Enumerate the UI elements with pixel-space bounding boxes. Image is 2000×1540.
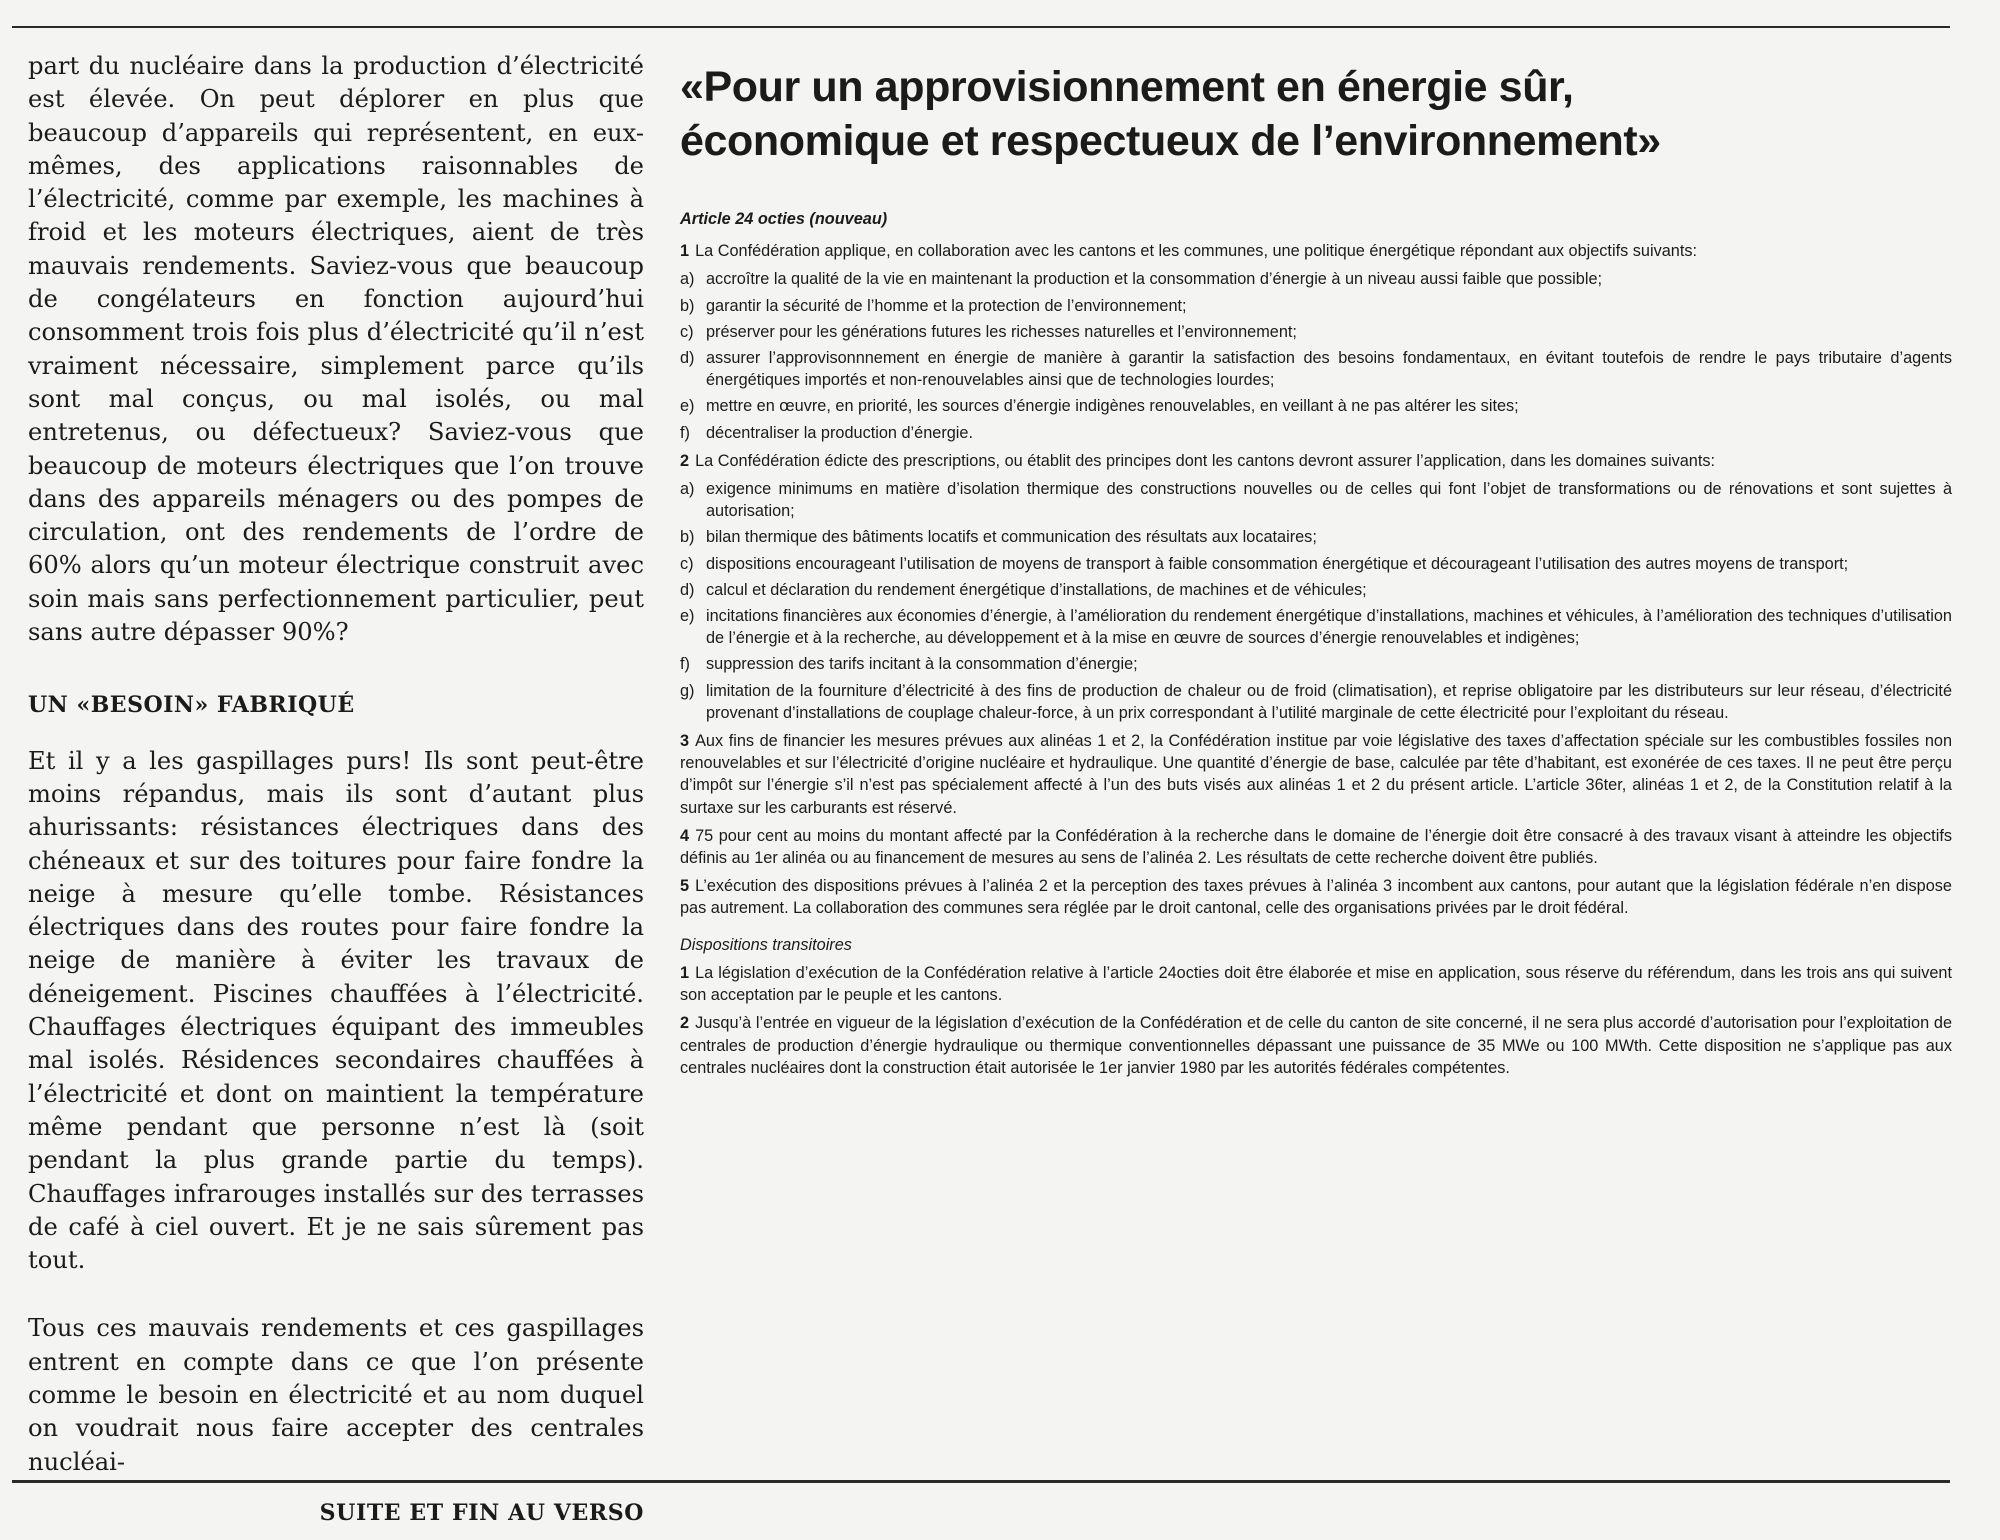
transitional-1 xyxy=(680,962,1952,1006)
section-heading: UN «BESOIN» FABRIQUÉ xyxy=(28,692,355,719)
item-text: limitation de la fourniture d’électricité à des fins de production de chaleur ou de froid (climatisation), et reprise obligatoire par les distributeurs sur leur réseau, d’électricité provenant d’installations de couplage chaleur-force, à un prix correspondant à l’utilité marginale de cette électricité pour l’exploitant du réseau. xyxy=(706,681,1952,722)
item-text: calcul et déclaration du rendement énergétique d’installations, de machines et de véhicules; xyxy=(706,580,1367,599)
alinea-number: 1 xyxy=(680,242,690,261)
left-paragraph-3: Tous ces mauvais rendements et ces gaspillages entrent en compte dans ce que l’on présente comme le besoin en électricité et au nom duquel on voudrait nous faire accepter des centrales nucléai- xyxy=(28,1314,644,1476)
item-text: garantir la sécurité de l’homme et la protection de l’environnement; xyxy=(706,296,1187,315)
alinea-1-list xyxy=(680,268,1952,443)
article-body xyxy=(680,208,1952,1079)
alinea-number: 5 xyxy=(680,877,690,896)
alinea-number: 2 xyxy=(680,1014,690,1033)
item-text: assurer l’approvisonnnement en énergie de manière à garantir la satisfaction des besoins fondamentaux, en évitant toutefois de rendre le pays tributaire d’agents énergétiques importés et non-renouvelables ainsi que de technologies lourdes; xyxy=(706,349,1952,390)
item-text: incitations financières aux économies d’énergie, à l’amélioration du rendement énergétique d’installations, machines et véhicules, à l’amélioration des techniques d’utilisation de l’énergie et à la recherche, au développement et à la mise en œuvre de sources d’énergie renouvelables et indigènes; xyxy=(706,607,1952,648)
item-text: bilan thermique des bâtiments locatifs et communication des résultats aux locataires; xyxy=(706,528,1317,547)
left-paragraph-1: part du nucléaire dans la production d’électricité est élevée. On peut déplorer en plus que beaucoup d’appareils qui représentent, en eux-mêmes, des applications raisonnables de l’électricité, comme par exemple, les machines à froid et les moteurs électriques, aient de très mauvais rendements. Saviez-vous que beaucoup de congélateurs en fonction aujourd’hui consomment trois fois plus d’électricité qu’il n’est vraiment nécessaire, simplement parce qu’ils sont mal conçus, ou mal isolés, ou mal entretenus, ou défectueux? Saviez-vous que beaucoup de moteurs électriques que l’on trouve dans des appareils ménagers ou des pompes de circulation, ont des rendements de l’ordre de 60% alors qu’un moteur électrique construit avec soin mais sans perfectionnement particulier, peut sans autre dépasser 90%? xyxy=(28,52,644,647)
alinea-1 xyxy=(680,240,1952,262)
article-heading: Article 24 octies (nouveau) xyxy=(680,210,888,228)
list-item xyxy=(680,395,1952,417)
article-title xyxy=(680,60,1952,168)
alinea-text: La législation d’exécution de la Confédération relative à l’article 24octies doit être élaborée et mise en application, sous réserve du référendum, dans les trois ans qui suivent son acceptation par le peuple et les cantons. xyxy=(680,963,1952,1005)
alinea-2-list xyxy=(680,478,1952,724)
top-rule xyxy=(12,26,1950,28)
alinea-5 xyxy=(680,875,1952,919)
alinea-3 xyxy=(680,730,1952,819)
title-line-2: économique et respectueux de l’environnement» xyxy=(680,117,1661,165)
item-label: e) xyxy=(680,397,695,416)
list-item xyxy=(680,422,1952,444)
list-item xyxy=(680,680,1952,724)
item-label: a) xyxy=(680,480,695,499)
alinea-text: La Confédération édicte des prescriptions, ou établit des principes dont les cantons devront assurer l’application, dans les domaines suivants: xyxy=(695,451,1716,470)
item-text: décentraliser la production d’énergie. xyxy=(706,423,973,442)
list-item xyxy=(680,321,1952,343)
list-item xyxy=(680,653,1952,675)
left-paragraph-2: Et il y a les gaspillages purs! Ils sont peut-être moins répandus, mais ils sont d’autant plus ahurissants: résistances électriques dans des chéneaux et sur des toitures pour faire fondre la neige à mesure qu’elle tombe. Résistances électriques dans des routes pour faire fondre la neige de manière à éviter les travaux de déneigement. Piscines chauffées à l’électricité. Chauffages électriques équipant des immeubles mal isolés. Résidences secondaires chauffées à l’électricité et dont on maintient la température même pendant que personne n’est là (soit pendant la plus grande partie du temps). Chauffages infrarouges installés sur des terrasses de café à ciel ouvert. Et je ne sais sûrement pas tout. xyxy=(28,746,644,1275)
item-text: exigence minimums en matière d’isolation thermique des constructions nouvelles ou de celles qui font l’objet de transformations ou de rénovations et sont sujettes à autorisation; xyxy=(706,480,1952,521)
item-label: d) xyxy=(680,349,695,368)
alinea-text: L’exécution des dispositions prévues à l’alinéa 2 et la perception des taxes prévues à l’alinéa 3 incombent aux cantons, pour autant que la législation fédérale n’en dispose pas autrement. La collaboration des communes sera réglée par le droit cantonal, celle des organisations privées par le droit fédéral. xyxy=(680,877,1952,918)
alinea-2 xyxy=(680,450,1952,472)
list-item xyxy=(680,553,1952,575)
alinea-text: Jusqu’à l’entrée en vigueur de la législation d’exécution de la Confédération et de celle du canton de site concerné, il ne sera plus accordé d’autorisation pour l’exploitation de centrales de production d’énergie hydraulique ou thermique conventionnelles dépassant une puissance de 35 MWe ou 100 MWth. Cette disposition ne s’applique pas aux centrales nucléaires dont la construction était autorisée le 1er janvier 1980 par les autorités fédérales compétentes. xyxy=(680,1014,1952,1077)
item-label: g) xyxy=(680,681,695,700)
item-text: dispositions encourageant l’utilisation de moyens de transport à faible consommation énergétique et décourageant l’utilisation des autres moyens de transport; xyxy=(706,554,1849,573)
transitional-2 xyxy=(680,1012,1952,1079)
continued-note: SUITE ET FIN AU VERSO xyxy=(319,1499,644,1526)
item-label: f) xyxy=(680,655,690,674)
item-label: c) xyxy=(680,554,694,573)
item-text: préserver pour les générations futures les richesses naturelles et l’environnement; xyxy=(706,322,1297,341)
alinea-number: 3 xyxy=(680,732,690,751)
list-item xyxy=(680,268,1952,290)
item-label: f) xyxy=(680,423,690,442)
item-text: accroître la qualité de la vie en maintenant la production et la consommation d’énergie à un niveau aussi faible que possible; xyxy=(706,270,1603,289)
list-item xyxy=(680,347,1952,391)
item-label: b) xyxy=(680,296,695,315)
item-label: e) xyxy=(680,607,695,626)
alinea-text: 75 pour cent au moins du montant affecté par la Confédération à la recherche dans le domaine de l’énergie doit être consacré à des travaux visant à atteindre les objectifs définis au 1er alinéa ou au financement de mesures au sens de l’alinéa 2. Les résultats de cette recherche doivent être publiés. xyxy=(680,826,1952,868)
transitional-heading: Dispositions transitoires xyxy=(680,935,852,954)
list-item xyxy=(680,605,1952,649)
item-label: a) xyxy=(680,270,695,289)
alinea-number: 4 xyxy=(680,826,690,845)
alinea-number: 1 xyxy=(680,963,690,982)
item-label: c) xyxy=(680,322,694,341)
item-text: suppression des tarifs incitant à la consommation d’énergie; xyxy=(706,655,1138,674)
alinea-text: La Confédération applique, en collaboration avec les cantons et les communes, une politique énergétique répondant aux objectifs suivants: xyxy=(695,242,1698,261)
list-item xyxy=(680,478,1952,522)
alinea-number: 2 xyxy=(680,451,690,470)
list-item xyxy=(680,295,1952,317)
alinea-4 xyxy=(680,825,1952,869)
list-item xyxy=(680,526,1952,548)
right-column xyxy=(680,60,1952,1085)
item-text: mettre en œuvre, en priorité, les sources d’énergie indigènes renouvelables, en veillant à ne pas altérer les sites; xyxy=(706,397,1519,416)
item-label: d) xyxy=(680,580,695,599)
item-label: b) xyxy=(680,528,695,547)
alinea-text: Aux fins de financier les mesures prévues aux alinéas 1 et 2, la Confédération institue par voie législative des taxes d’affectation spéciale sur les combustibles fossiles non renouvelables et sur l’électricité d’origine nucléaire et hydraulique. Une quantité d’énergie de base, calculée par tête d’habitant, est exonérée de ces taxes. Il ne peut être perçu d’impôt sur l’énergie s’il n’est pas spécialement affecté à l’un des buts visés aux alinéas 1 et 2 du présent article. L’article 36ter, alinéas 1 et 2, de la Constitution relatif à la surtaxe sur les carburants est réservé. xyxy=(680,732,1952,817)
bottom-rule xyxy=(12,1480,1950,1483)
title-line-1: «Pour un approvisionnement en énergie sûr, xyxy=(680,63,1574,111)
list-item xyxy=(680,579,1952,601)
left-column xyxy=(28,50,644,1530)
